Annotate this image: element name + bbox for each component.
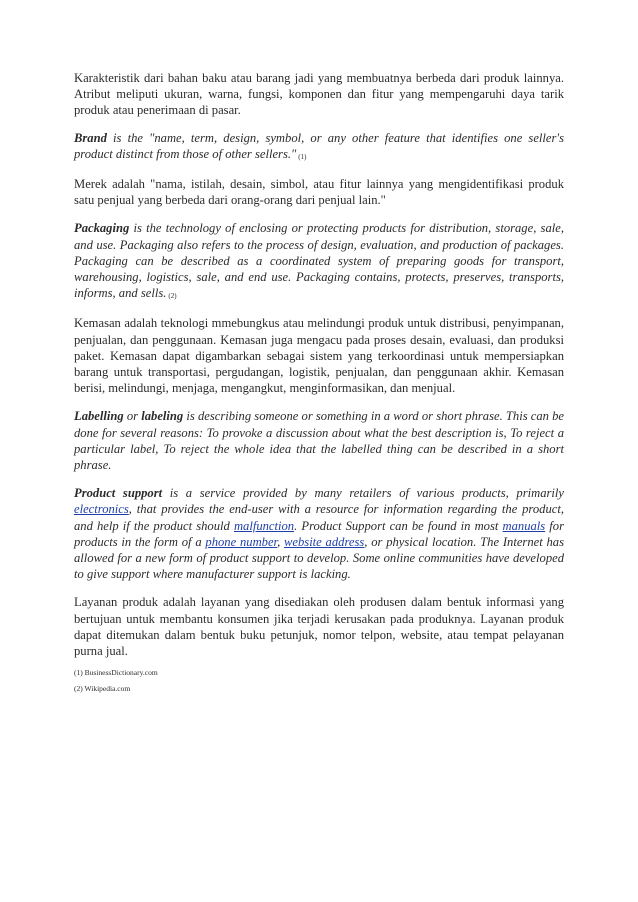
intro-paragraph: Karakteristik dari bahan baku atau barang jadi yang membuatnya berbeda dari produk lainnya. Atribut meliputi ukuran, warna, fungsi, komponen dan fitur yang mempengaruhi daya tarik produk atau penerimaan di pasar. [74,71,564,118]
packaging-translation: Kemasan adalah teknologi mmebungkus atau melindungi produk untuk distribusi, penyimpanan, penjualan, dan penggunaan. Kemasan juga mengacu pada proses desain, evaluasi, dan produksi paket. Kemasan dapat digambarkan sebagai sistem yang terkoordinasi untuk mempersiapkan barang untuk transportasi, pergudangan, logistik, penjualan, dan penggunaan akhir. Kemasan berisi, melindungi, menjaga, mengangkut, menginformasikan, dan menjual. [74,316,564,396]
packaging-term: Packaging [74,221,130,236]
brand-definition [74,130,564,164]
brand-definition-text: is the "name, term, design, symbol, or any other feature that identifies one seller's product distinct from those of other sellers." [74,130,564,161]
product-support-text-3: . Product Support can be found in most [294,518,503,533]
labelling-term: Labelling [74,409,124,424]
document-page [74,70,564,694]
labeling-term: labeling [141,409,184,424]
product-support-text-2: , that provides the end-user with a resource for information regarding the product, and help if the product should [74,502,564,533]
labelling-definition [74,408,564,473]
packaging-definition [74,220,564,303]
packaging-definition-text: is the technology of enclosing or protecting products for distribution, storage, sale, and use. Packaging also refers to the process of design, evaluation, and production of packages. Packaging can be described as a coordinated system of preparing goods for transport, warehousing, logistics, sale, and end use. Packaging contains, protects, preserves, transports, informs, and sells. [74,221,564,301]
phone-number-link[interactable]: phone number [205,534,278,549]
electronics-link[interactable]: electronics [74,502,129,517]
labelling-connector: or [123,409,142,424]
product-support-text-1: is a service provided by many retailers of various products, primarily [162,486,564,501]
brand-term: Brand [74,130,107,145]
manuals-link[interactable]: manuals [502,518,546,533]
website-address-link[interactable]: website address [284,534,365,549]
product-support-text-6: , or physical location. The Internet has allowed for a new form of product support to develop. Some online communities have developed to give support where manufacturer support is lacking. [74,534,564,582]
product-support-translation: Layanan produk adalah layanan yang disediakan oleh produsen dalam bentuk informasi yang bertujuan untuk membantu konsumen jika terjadi kerusakan pada produknya. Layanan produk dapat ditemukan dalam bentuk buku petunjuk, nomor telpon, website, atau tempat pelayanan purna jual. [74,595,564,659]
brand-reference: (1) [298,152,307,161]
malfunction-link[interactable]: malfunction [233,518,295,533]
product-support-text-5: , [277,534,284,549]
footnote-1: (1) BusinessDictionary.com [74,668,158,678]
product-support-definition [74,485,564,582]
footnote-2: (2) Wikipedia.com [74,684,131,694]
labelling-definition-text: is describing someone or something in a word or short phrase. This can be done for several reasons: To provoke a discussion about what the best description is, To reject a particular label, To reject the whole idea that the labelled thing can be described in a short phrase. [74,409,564,473]
product-support-text-4: for products in the form of a [74,518,564,549]
packaging-reference: (2) [168,292,177,301]
product-support-term: Product support [74,486,163,501]
brand-translation: Merek adalah "nama, istilah, desain, simbol, atau fitur lainnya yang mengidentifikasi produk satu penjual yang berbeda dari orang-orang dari penjual lain." [74,177,564,208]
